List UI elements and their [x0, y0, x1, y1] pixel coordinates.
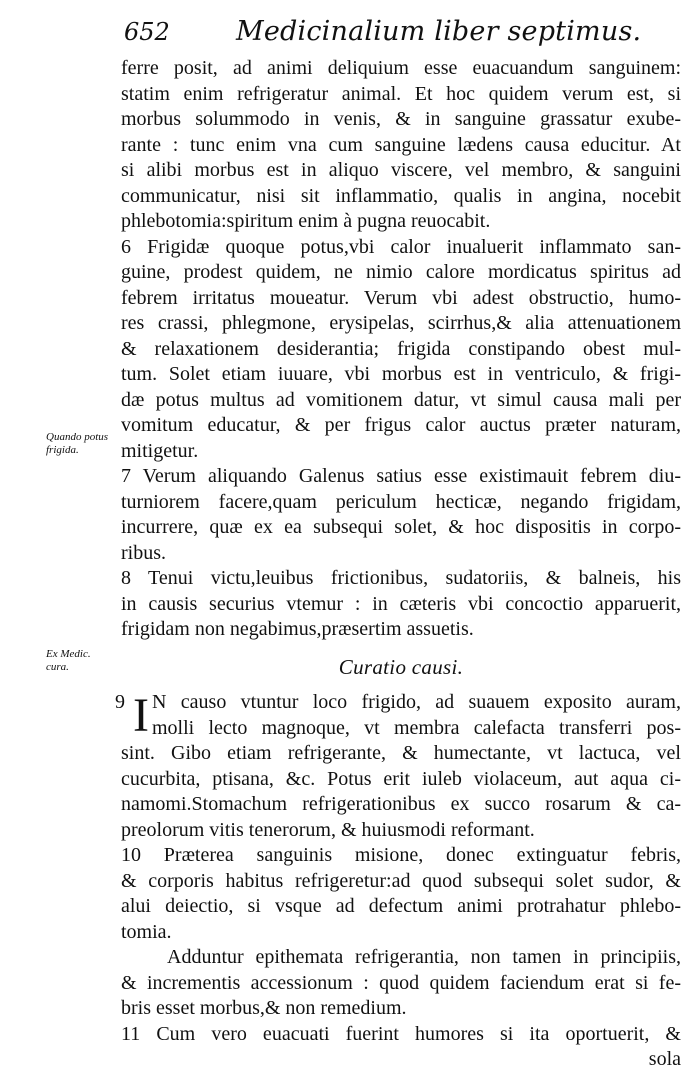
text-line: molli lecto magnoque, vt membra calefacta transferri pos- [152, 716, 681, 739]
text-line: dæ potus multus ad vomitionem datur, vt simul causa mali per [121, 388, 681, 411]
text-line: 10 Præterea sanguinis misione, donec extinguatur febris, [121, 844, 681, 866]
text-line: mitigetur. [121, 439, 199, 462]
text-line: res crassi, phlegmone, erysipelas, scirrhus,& alia attenuationem [121, 312, 681, 334]
text-line: & corporis habitus refrigeretur:ad quod subsequi solet sudor, & [121, 869, 681, 892]
text-line: & relaxationem desiderantia; frigida constipando obest mul- [121, 337, 681, 360]
text-line: 11 Cum vero euacuati fuerint humores si ita oportuerit, & [121, 1022, 681, 1045]
text-line: turniorem facere,quam periculum hecticæ, negando frigidam, [121, 490, 681, 513]
text-line: namomi.Stomachum refrigerationibus ex succo rosarum & ca- [121, 793, 681, 815]
text-line: statim enim refrigeratur animal. Et hoc quidem verum est, si [121, 82, 681, 105]
text-line: cucurbita, ptisana, &c. Potus erit iuleb violaceum, aut aqua ci- [121, 767, 681, 790]
text-line: N causo vtuntur loco frigido, ad suauem exposito auram, [152, 691, 681, 713]
page-number: 652 [124, 18, 170, 46]
paragraph-number: 9 [115, 691, 125, 713]
text-line: phlebotomia:spiritum enim à pugna reuocabit. [121, 210, 491, 232]
text-line: incurrere, quæ ex ea subsequi solet, & hoc dispositis in corpo- [121, 516, 681, 538]
text-line: Adduntur epithemata refrigerantia, non tamen in principiis, [121, 946, 681, 968]
text-line: alui deiectio, si vsque ad defectum animi protrahatur phlebo- [121, 895, 681, 917]
text-line: communicatur, nisi sit inflammatio, qualis in angina, nocebit [121, 184, 681, 207]
body-text [115, 56, 681, 1073]
text-line: morbus solummodo in venis, & in sanguine grassatur exube- [121, 108, 681, 130]
text-line: preolorum vitis tenerorum, & huiusmodi reformant. [121, 818, 535, 841]
text-line: si alibi morbus est in aliquo viscere, vel membro, & sanguini [121, 159, 681, 181]
catchword: sola [648, 1048, 681, 1070]
text-line: febrem irritatus moueatur. Verum vbi adest obstructio, humo- [121, 286, 681, 309]
text-line: 8 Tenui victu,leuibus frictionibus, sudatoriis, & balneis, his [121, 567, 681, 589]
text-line: 7 Verum aliquando Galenus satius esse existimauit febrem diu- [121, 465, 681, 487]
section-heading: Curatio causi. [338, 654, 464, 679]
text-line: guine, prodest quidem, ne nimio calore mordicatus spiritus ad [121, 261, 681, 283]
text-line: sint. Gibo etiam refrigerante, & humectante, vt lactuca, vel [121, 742, 681, 764]
text-line: tomia. [121, 920, 172, 943]
margin-note-ex-medic: Ex Medic. cura. [46, 648, 91, 673]
page-header [118, 14, 678, 50]
drop-capital: I [133, 689, 149, 742]
dropcap-paragraph [115, 689, 681, 742]
text-line: vomitum educatur, & per frigus calor auctus præter naturam, [121, 414, 681, 436]
running-title: Medicinalium liber septimus. [236, 16, 642, 47]
margin-note-quando-potus: Quando potus frigida. [46, 431, 109, 456]
text-line: bris esset morbus,& non remedium. [121, 997, 407, 1019]
text-line: ribus. [121, 541, 166, 564]
text-line: ferre posit, ad animi deliquium esse euacuandum sanguinem: [121, 57, 681, 79]
text-line: in causis securius vtemur : in cæteris vbi concoctio apparuerit, [121, 592, 681, 615]
text-line: rante : tunc enim vna cum sanguine lædens causa educitur. At [121, 133, 681, 156]
text-line: tum. Solet etiam iuuare, vbi morbus est in ventriculo, & frigi- [121, 363, 681, 385]
text-line: 6 Frigidæ quoque potus,vbi calor inualuerit inflammato san- [121, 235, 681, 258]
text-line: & incrementis accessionum : quod quidem faciendum erat si fe- [121, 971, 681, 994]
text-line: frigidam non negabimus,præsertim assuetis. [121, 618, 474, 640]
